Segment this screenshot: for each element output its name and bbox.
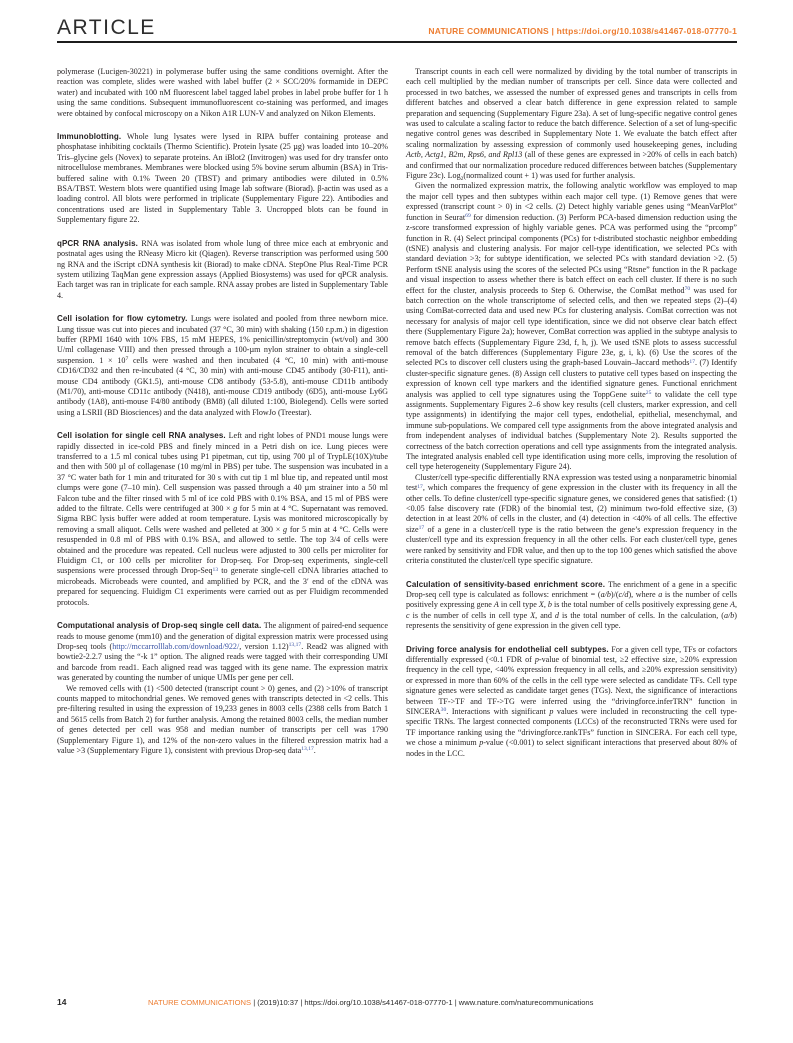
- text-segment: A: [493, 600, 499, 610]
- text-segment: is the number of cells in cell type: [409, 610, 531, 620]
- text-segment: polymerase (Lucigen-30221) in polymerase buffer using the same conditions overnight. After the reaction was complete, slides were washed with label buffer (2 × SCC/20% formamide in DEPC water) and incubated with 100 nM fluorescent label tagged label probes in label probe buffer for 1 h using the same conditions. Subsequent immunofluorescent co-staining was performed, and images were obtained by confocal microscopy on a Nikon A1R LUN-V and analyzed on Nikon Elements.: [57, 67, 388, 118]
- section-enrichment-score: [406, 580, 737, 632]
- text-segment: , and: [535, 610, 555, 620]
- text-segment: a/b: [600, 589, 611, 599]
- text-segment: p: [479, 738, 484, 748]
- journal-doi-link[interactable]: NATURE COMMUNICATIONS | https://doi.org/10.1038/s41467-018-07770-1: [428, 26, 737, 36]
- column-left: [57, 67, 388, 759]
- text-segment: (normalized count + 1) was used for further analysis.: [463, 171, 635, 181]
- text-segment: For a given cell type, TFs or cofactors differentially expressed (<0.1 FDR of: [406, 644, 737, 664]
- text-segment: a: [658, 589, 663, 599]
- text-segment: .: [313, 745, 316, 755]
- text-segment: Actb, Actg1, B2m, Rps6, and Rpl13: [406, 150, 523, 160]
- text-segment: 2: [460, 175, 464, 182]
- reference-citation-link[interactable]: 70: [684, 285, 691, 292]
- text-segment: is the total number of cells. In the calculation, (: [558, 610, 724, 620]
- text-segment: . (7) Identify cluster-specific signature genes. (8) Assign cell clusters to putative cell types based on inspecting the expression of known cell type markers and the identified signature genes. Functional enrichment analysis was applied to cell type signatures using the ToppGene suite: [406, 358, 737, 399]
- text-segment: We removed cells with (1) <500 detected (transcript count > 0) genes, and (2) >10% of transcript counts mapped to mitochondrial genes. We removed genes with transcripts detected in <2 cells. This pre-filtering resulted in using the expression of 19,233 genes in 8003 cells (2388 cells from Batch 1 and 5615 cells from Batch 2) for further analysis. Among the retained 8003 cells, the median number of genes detected per cell was 958 and median number of transcripts per cell was 1790 (Supplementary Figure 1), and 12% of the non-zero values in the filtered expression matrix had a value >3 (Supplementary Figure 1), consistent with previous Drop-seq data: [57, 683, 388, 755]
- text-segment: The alignment of paired-end sequence reads to mouse genome (mm10) and the generation of digital expression matrix were processed using Drop-seq tools (: [57, 621, 388, 651]
- section-heading: Immunoblotting.: [57, 132, 127, 142]
- text-segment: g: [283, 524, 288, 534]
- text-segment: b: [547, 600, 552, 610]
- text-segment: of a gene in a cluster/cell type is the ratio between the gene’s expression frequency in the cluster/cell type and its expression frequency in all the other cells. For each cluster/cell type, genes were ranked by sensitivity and FDR value, and then up to the top 100 genes which satisfied the above criteria constituted the cluster/cell type specific signature.: [406, 524, 737, 566]
- text-segment: p: [534, 654, 539, 664]
- text-segment: c: [406, 610, 410, 620]
- text-segment: ) represents the sensitivity of gene expression in the given cell type.: [406, 610, 737, 631]
- section-computational-analysis-dropseq: [57, 621, 388, 683]
- reference-citation-link[interactable]: 69: [465, 213, 471, 220]
- text-segment: 7: [125, 356, 129, 363]
- text-segment: p: [549, 706, 554, 716]
- section-cell-isolation-flow-cytometry: [57, 314, 388, 418]
- article-type-label: ARTICLE: [57, 16, 156, 39]
- section-heading: Calculation of sensitivity-based enrichment score.: [406, 579, 609, 589]
- text-segment: a/b: [723, 610, 735, 620]
- external-url-link[interactable]: http://mccarrolllab.com/download/922/: [112, 641, 240, 651]
- text-segment: for 5 min at 4 °C. Cells were resuspended in 0.8 ml of PBS with 0.1% BSA, and allowed to settle. The top 3/4 of cells were obtained and the procedure was repeated. Cell nucleus were adjusted to 300 cells per microliter for Fluidigm C1, or 100 cells per microliter for Drop-seq. For Drop-seq experiments, single-cell suspensions were processed through Drop-Seq: [57, 524, 388, 576]
- section-heading: Cell isolation for flow cytometry.: [57, 314, 191, 324]
- footer-citation: [148, 998, 593, 1007]
- paragraph-cell-filtering: [57, 684, 388, 757]
- text-segment: X: [530, 610, 536, 620]
- page-footer: [57, 997, 737, 1007]
- text-segment: Whole lung lysates were lysed in RIPA buffer containing protease and phosphatase inhibiting cocktails (Thermo Scientific). Protein lysate (25 µg) was loaded into 10–20% Tris–glycine gels (Novex) to separate proteins. An iBlot2 (Invitrogen) was used for dry transfer onto nitrocellulose membranes. Membranes were blocked using 5% bovine serum albumin (BSA) in Tris-buffered saline with 0.1% Tween 20 (TBST) and primary antibodies were diluted in 0.5% BSA/TBST. Western blots were quantified using Image lab software (Biorad). β-actin was used as a loading control. All blots were performed in triplicate (Supplementary Figure 22). Antibodies and concentrations used are listed in Supplementary Table 3. Uncropped blots can be found in Supplementary figure 22.: [57, 132, 388, 225]
- paragraph-analytic-workflow: [406, 181, 737, 472]
- text-segment: c/d: [618, 589, 629, 599]
- text-segment: . Read2 was aligned with bowtie2-2.2.7 using the “-k 1” option. The aligned reads were tagged with their corresponding UMI and barcode from read1. Each aligned read was tagged with its gene name. The expression matrix was generated by counting the number of unique UMIs per gene per cell.: [57, 641, 388, 683]
- text-segment: , which compares the frequency of gene expression in the cluster with its frequency in all the other cells. To define cluster/cell type-specific signature genes, we considered genes that satisfied: (1) <0.05 false discovery rate (FDR) of the binomial test, (2) minimum two-fold effective size, (3) detection in at least 20% of cells in the cluster, and (4) detection in <40% of all cells. The effective size: [406, 483, 737, 534]
- text-segment: X: [538, 600, 544, 610]
- text-segment: Left and right lobes of PND1 mouse lungs were rapidly dissected in ice-cold PBS and finely minced in a Petri dish on ice. Lung pieces were transferred to a 1.5 ml conical tubes using P1 pipetman, cut tip, using 700 µl of TrypLE(10X)/tube and then with 500 µl of collagenase (10 mg/ml in PBS) per tube. The suspension was incubated in a 37 °C water bath for 1 min and triturated for 30 s with cut tip 1 ml blue tip, and repeated until most clumps were gone (7–10 min). Cell suspension was passed through a 40 µm strainer into a 50 ml Falcon tube and the filter rinsed with 5 ml of ice cold PBS with 0.1% BSA, and 15 ml of PBS were added to the filtrate. Cells were centrifuged at 300 ×: [57, 431, 388, 514]
- section-cell-isolation-single-cell-rna: [57, 431, 388, 608]
- footer-journal-name: NATURE COMMUNICATIONS: [148, 998, 252, 1007]
- article-body: [57, 67, 737, 759]
- text-segment: The enrichment of a gene in a specific Drop-seq cell type is calculated as follows: enrichment = (: [406, 579, 737, 599]
- reference-citation-link[interactable]: 13,17: [288, 642, 302, 649]
- text-segment: values were included in reconstructing the cell type-specific TRNs. The largest connected components (LCCs) of the reconstructed TRNs were used for TF importance ranking using the “drivingforce.rankTFs” function in SINCERA. For each cell type, we chose a minimum: [406, 706, 737, 748]
- text-segment: for dimension reduction. (3) Perform PCA-based dimension reduction using the z-score transformed expression of highly variable genes. PCA was performed using the “prcomp” function in R. (4) Select principal components (PCs) for t-distributed stochastic neighbor embedding (tSNE) analysis and clustering analysis. For major cell-type identification, we selected PCs with standard deviation >3; for subtype identification, we selected PCs with standard deviation >2. (5) Perform tSNE analysis using the scores of the selected PCs using “Rtsne” function in the R package and visual inspection to assess whether there is batch effect on each cell cluster. If there is no such effect for the cluster, analysis proceeds to Step 6. Otherwise, the ComBat method: [406, 212, 737, 295]
- section-heading: Driving force analysis for endothelial cell subtypes.: [406, 644, 612, 654]
- reference-citation-link[interactable]: 17: [418, 525, 425, 532]
- text-segment: g: [233, 504, 238, 514]
- text-segment: to generate single-cell cDNA libraries attached to microbeads. Microbeads were counted, and amplified by PCR, and the 3′ end of the cDNA was prepared for sequencing. Fluidigm C1 experiments were carried out as per Fluidigm recommended protocols.: [57, 566, 388, 607]
- text-segment: ,: [734, 600, 738, 610]
- text-segment: cells were washed and then incubated (4 °C, 10 min) with anti-mouse CD16/CD32 and then re-incubated (4 °C, 30 min) with anti-mouse CD45 antibody (30-F11), anti-mouse CD4 antibody (GK1.5), anti-mouse CD8 antibody (53-5.8), anti-mouse CD11b antibody (M1/70), anti-mouse CD11c antibody (N418), anti-mouse CD19 antibody (6D5), anti-mouse Ly6G antibody (1A8), anti-mouse F4/80 antibody (BM8) (all diluted 1:100, Biolegend). Cells were sorted using a LSRII (BD Biosciences) and the data analyzed with FlowJo (Treestar).: [57, 355, 388, 417]
- text-segment: for 5 min at 4 °C. Supernatant was removed. Sigma RBC lysis buffer were added at room temperature. Lysis was monitored microscopically by removing a small aliquot. Cells were washed and pelleted at 300 ×: [57, 504, 388, 534]
- text-segment: Transcript counts in each cell were normalized by dividing by the total number of transcripts in each cell multiplied by the median number of transcripts per cell. Since data were collected and processed in two batches, we assessed the number of expressed genes and transcripts in cells from different batches and observed a clear batch difference in gene expression related to sample preparation and sequencing (Supplementary Figure 23a). A set of lung-specific negative control genes was used to calculate a scaling factor to reduce the batch difference. Selection of a set of lung-specific negative control genes was described in Supplementary Note 1. We evaluate the batch effect after scaling normalization by assessing expression of commonly used housekeeping genes, including: [406, 67, 737, 149]
- page-number: 14: [57, 997, 67, 1007]
- text-segment: in cell type: [498, 600, 539, 610]
- section-heading: Cell isolation for single cell RNA analyses.: [57, 431, 229, 441]
- text-segment: Given the normalized expression matrix, the following analytic workflow was employed to map the major cell types and then subtypes within each major cell type. (1) Remove genes that were expressed (transcript count > 0) in <2 cells. (2) Detect highly variable genes using “MeanVarPlot” function in Seurat: [406, 181, 737, 222]
- text-segment: Lungs were isolated and pooled from three newborn mice. Lung tissue was cut into pieces and incubated (37 °C, 30 min) with shaking (150 r.p.m.) in digestion buffer (RPMI 1640 with 10% FBS, 15 mM HEPES, 1% penicillin/streptomycin (wt/vol) and 300 U/ml collagenase VIII) and then pressed through a 100-µm nylon strainer to obtain a single-cell suspension. 1 × 10: [57, 314, 388, 365]
- footer-citation-link[interactable]: | (2019)10:37 | https://doi.org/10.1038/s41467-018-07770-1 | www.nature.com/naturecommunications: [251, 998, 594, 1007]
- section-immunoblotting: [57, 132, 388, 226]
- text-segment: was used for batch correction on the whole transcriptome of selected cells, and then we repeated steps (2)–(4) using ComBat-corrected data and used new PCs for clustering analysis. ComBat correction was not necessary for analysis of major cell type identification, since we did not observe clear batch effect there (Supplementary Figure 2a); however, ComBat correction was applied in the subtype analysis to remove batch effects (Supplementary Figure 23d, f, h, j). We used tSNE plots to assess successful removal of the batch differences (Supplementary Figure 23e, g, i, k). (6) Use the scores of the selected PCs to discover cell clusters using the graph-based Louvain–Jaccard methods: [406, 285, 737, 368]
- text-segment: . Interactions with significant: [446, 706, 550, 716]
- text-segment: -value of binomial test, ≥2 effective size, ≥20% expression frequency in the cell type, <40% expression frequency in all cells, and ≥20% expression sensitivity) or expressed in more than 60% of the cells in the cell type were selected as candidate TFs. Cell type signature genes were selected as candidate target genes (TGs). Next, the significance of interactions between TF->TF and TF->TG were inferred using the “drivingforce.inferTRN” function in SINCERA: [406, 654, 738, 716]
- text-segment: ), where: [628, 589, 659, 599]
- text-segment: A: [730, 600, 735, 610]
- text-segment: Cluster/cell type-specific differentially RNA expression was tested using a nonparametric binomial test: [406, 472, 737, 493]
- reference-citation-link[interactable]: 17: [689, 358, 696, 365]
- paragraph-signature-genes: [406, 473, 737, 567]
- text-segment: to validate the cell type assignments. Supplementary Figures 2–6 show key results (cell clusters, marker expression, and cell type assignments) in identifying the major cell types, endothelial, epithelial, mesenchymal, and immune sub-populations. We compared cell type assignments from the above integrated analysis and from independent analyses of individual batches (Supplementary Note 2). Results supported the correctness of the batch correction operations and cell type assignments from the integrated analysis. The integrated analysis enabled cell type identification using more cells, improving the resolution of cell type heterogeneity (Supplementary Figure 24).: [406, 389, 737, 472]
- section-heading: Computational analysis of Drop-seq single cell data.: [57, 621, 264, 631]
- reference-citation-link[interactable]: 17: [417, 483, 423, 490]
- section-qpcr-rna-analysis: [57, 239, 388, 301]
- header-row: [57, 16, 737, 40]
- reference-citation-link[interactable]: 13: [212, 566, 219, 573]
- text-segment: RNA was isolated from whole lung of three mice each at embryonic and postnatal ages using the RNeasy Micro kit (Qiagen). Reverse transcription was performed using 500 ng RNA and the iScript cDNA synthesis kit (Biorad) to make cDNA. StepOne Plus Real-Time PCR system utilizing TaqMan gene expression assays (Applied Biosystems) was used for qPCR analysis. Each target was ran in triplicate for each sample. RNA assay probes are listed in Supplementary Table 4.: [57, 238, 388, 300]
- text-segment: is the number of cells positively expressing gene: [406, 589, 737, 610]
- section-heading: qPCR RNA analysis.: [57, 238, 142, 248]
- text-segment: -value (<0.001) to select significant interactions that preserved about 80% of nodes in the LCC.: [406, 738, 738, 758]
- paragraph-fish-continuation: [57, 67, 388, 119]
- section-driving-force-analysis: [406, 645, 737, 759]
- paragraph-normalization: [406, 67, 737, 181]
- text-segment: , version 1.12): [239, 641, 289, 651]
- text-segment: ,: [543, 600, 548, 610]
- text-segment: (all of these genes are expressed in >20% of cells in each batch) and confirmed that our normalization procedure reduced differences between batches (Supplementary Figure 23c). Log: [406, 150, 737, 181]
- header-divider: [57, 41, 737, 43]
- page-header: [57, 16, 737, 43]
- text-segment: )/(: [610, 589, 619, 599]
- text-segment: is the total number of cells positively expressing gene: [551, 600, 731, 610]
- reference-citation-link[interactable]: 13,17: [301, 746, 314, 753]
- column-right: [406, 67, 737, 759]
- reference-citation-link[interactable]: 30: [440, 707, 447, 714]
- reference-citation-link[interactable]: 25: [645, 390, 652, 396]
- text-segment: d: [554, 610, 559, 620]
